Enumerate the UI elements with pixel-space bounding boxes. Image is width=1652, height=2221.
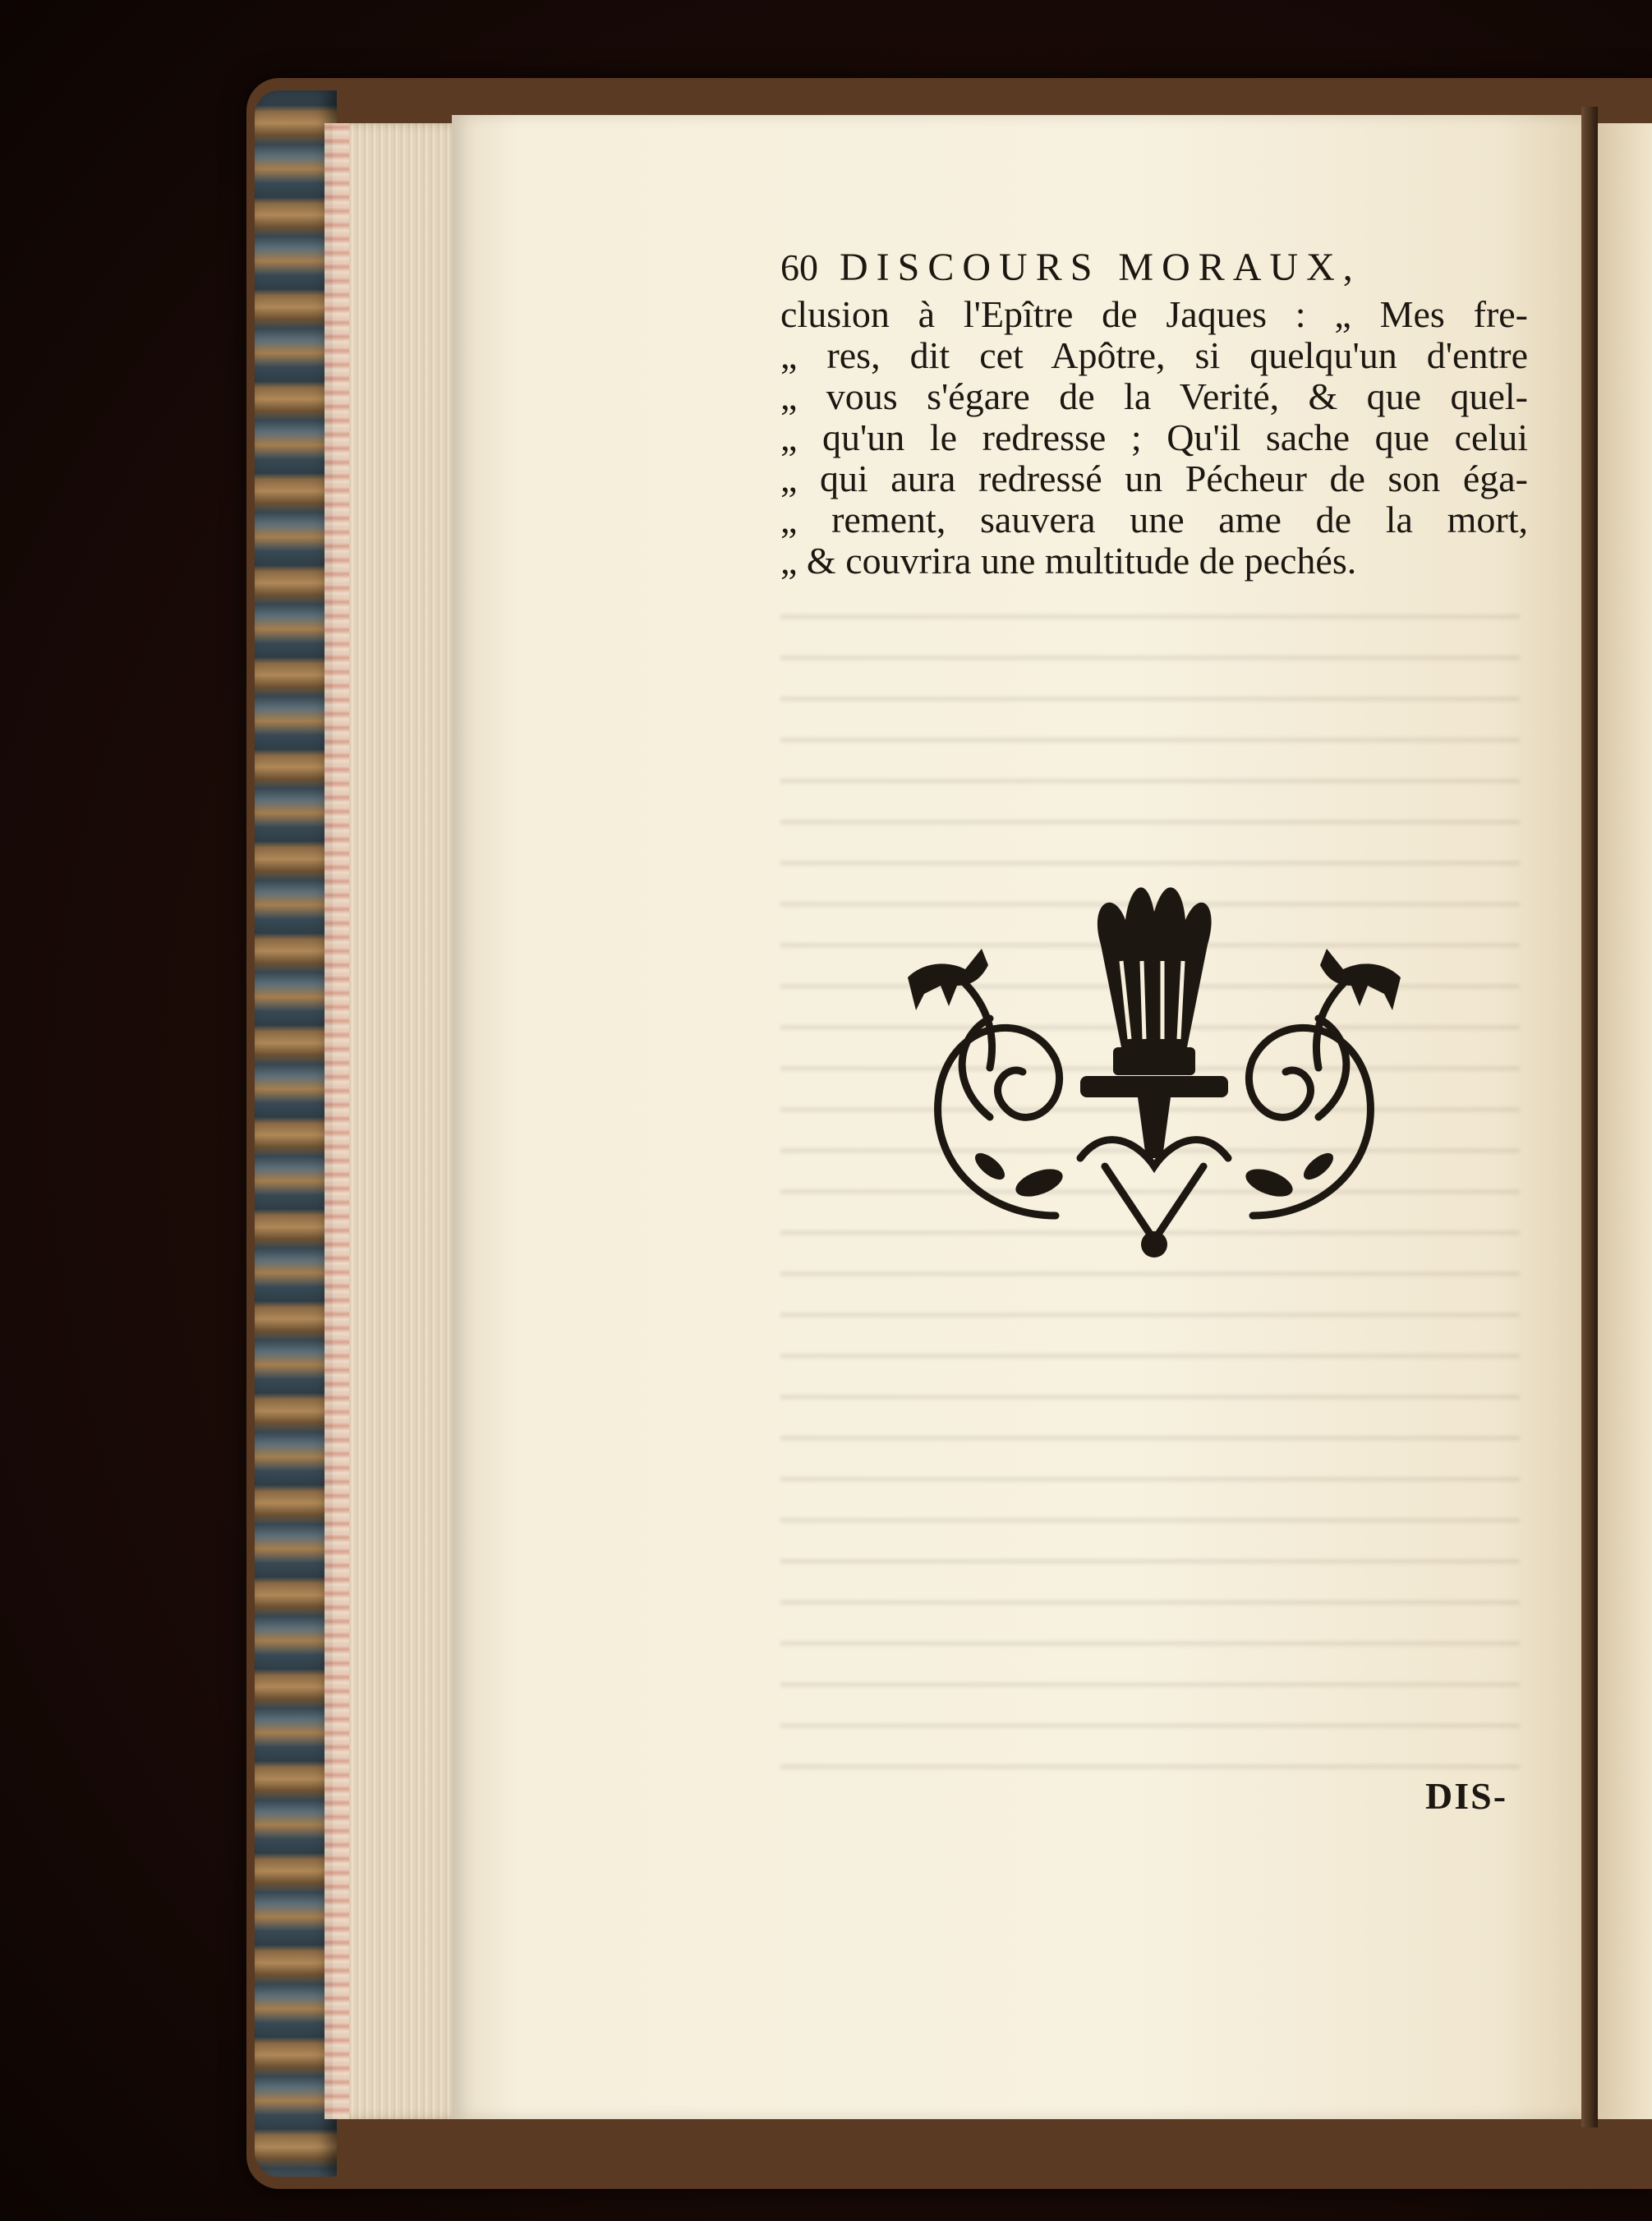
text-line: „ qu'un le redresse ; Qu'il sache que celui	[780, 416, 1528, 458]
text-line: „ res, dit cet Apôtre, si quelqu'un d'entre	[780, 334, 1528, 376]
text-line: „ qui aura redressé un Pécheur de son éga-	[780, 458, 1528, 499]
text-line: „ & couvrira une multitude de pechés.	[780, 540, 1357, 582]
sprinkled-red-edge	[324, 123, 349, 2119]
book-gutter	[1581, 107, 1598, 2127]
text-line: „ vous s'égare de la Verité, & que quel-	[780, 375, 1528, 417]
text-line: „ rement, sauvera une ame de la mort,	[780, 499, 1528, 540]
running-head-title: DISCOURS MORAUX,	[840, 246, 1361, 289]
page-edges	[333, 123, 456, 2119]
page-number: 60	[780, 246, 818, 288]
running-head	[780, 245, 1470, 290]
woodcut-fleuron-icon	[891, 871, 1417, 1265]
catchword: DIS-	[1425, 1775, 1508, 1817]
facing-page-edge	[1598, 123, 1652, 2119]
text-line: clusion à l'Epître de Jaques : „ Mes fre-	[780, 293, 1528, 335]
body-text	[780, 294, 1528, 582]
